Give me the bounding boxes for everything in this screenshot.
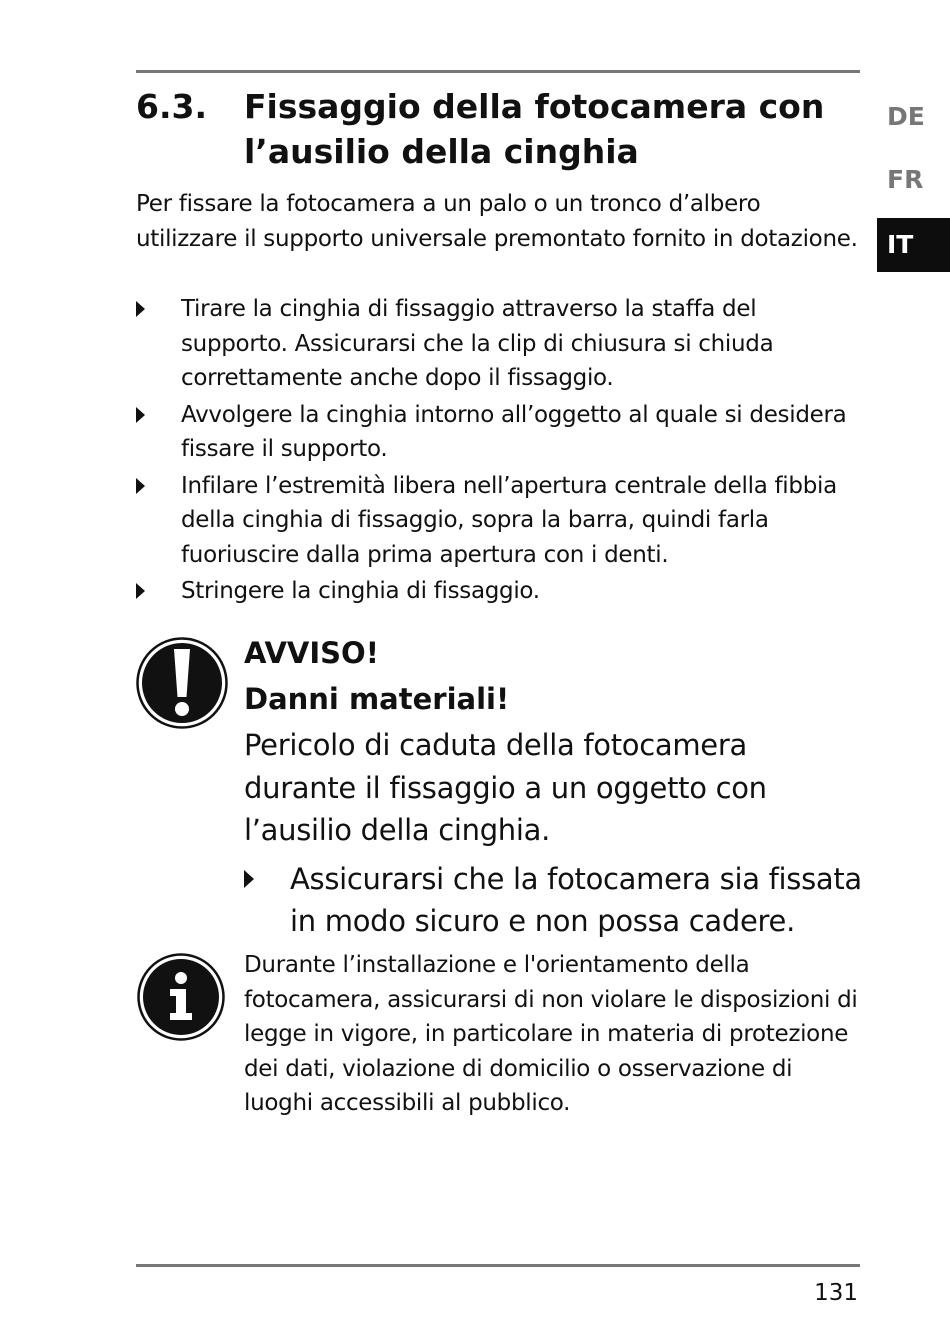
notice-text: Pericolo di caduta della fotocamera durante il fissaggio a un oggetto con l’ausilio della cinghia. <box>244 728 767 847</box>
notice-subheading: Danni materiali! <box>244 682 510 716</box>
top-rule <box>136 70 860 73</box>
bullet-arrow-icon <box>136 583 145 599</box>
tab-it[interactable]: IT <box>877 218 950 272</box>
intro-paragraph: Per fissare la fotocamera a un palo o un tronco d’albero utilizzare il supporto universale premontato fornito in dotazione. <box>136 191 858 252</box>
info-icon <box>137 953 225 1041</box>
info-text: Durante l’installazione e l'orientamento della fotocamera, assicurarsi di non violare le disposizioni di legge in vigore, in particolare in materia di protezione dei dati, violazione di domicilio o osservazione di luoghi accessibili al pubblico. <box>244 952 858 1116</box>
notice-step-text: Assicurarsi che la fotocamera sia fissata in modo sicuro e non possa cadere. <box>290 861 862 938</box>
section-title: Fissaggio della fotocamera con l’ausilio della cinghia <box>244 87 825 171</box>
step-text: Stringere la cinghia di fissaggio. <box>181 578 540 604</box>
step-text: Tirare la cinghia di fissaggio attraverso la staffa del supporto. Assicurarsi che la clip di chiusura si chiuda correttamente anche dopo il fissaggio. <box>181 296 774 391</box>
bullet-arrow-icon <box>244 870 254 888</box>
tab-fr[interactable]: FR <box>887 165 924 194</box>
exclamation-icon <box>136 637 228 729</box>
list-item <box>136 398 860 467</box>
bullet-arrow-icon <box>136 478 145 494</box>
bullet-arrow-icon <box>136 301 145 317</box>
list-item <box>136 469 860 573</box>
instruction-list <box>136 292 860 611</box>
list-item <box>136 292 860 396</box>
notice-heading: AVVISO! <box>244 636 379 670</box>
bottom-rule <box>136 1264 860 1267</box>
tab-de[interactable]: DE <box>887 102 925 131</box>
notice-box <box>244 630 864 945</box>
step-text: Avvolgere la cinghia intorno all’oggetto al quale si desidera fissare il supporto. <box>181 401 847 462</box>
step-text: Infilare l’estremità libera nell’apertura centrale della fibbia della cinghia di fissaggio, sopra la barra, quindi farla fuoriuscire dalla prima apertura con i denti. <box>181 472 837 568</box>
bullet-arrow-icon <box>136 407 145 423</box>
list-item <box>136 574 860 609</box>
page-number: 131 <box>814 1280 858 1306</box>
notice-step <box>244 858 864 943</box>
section-number: 6.3. <box>136 87 207 126</box>
